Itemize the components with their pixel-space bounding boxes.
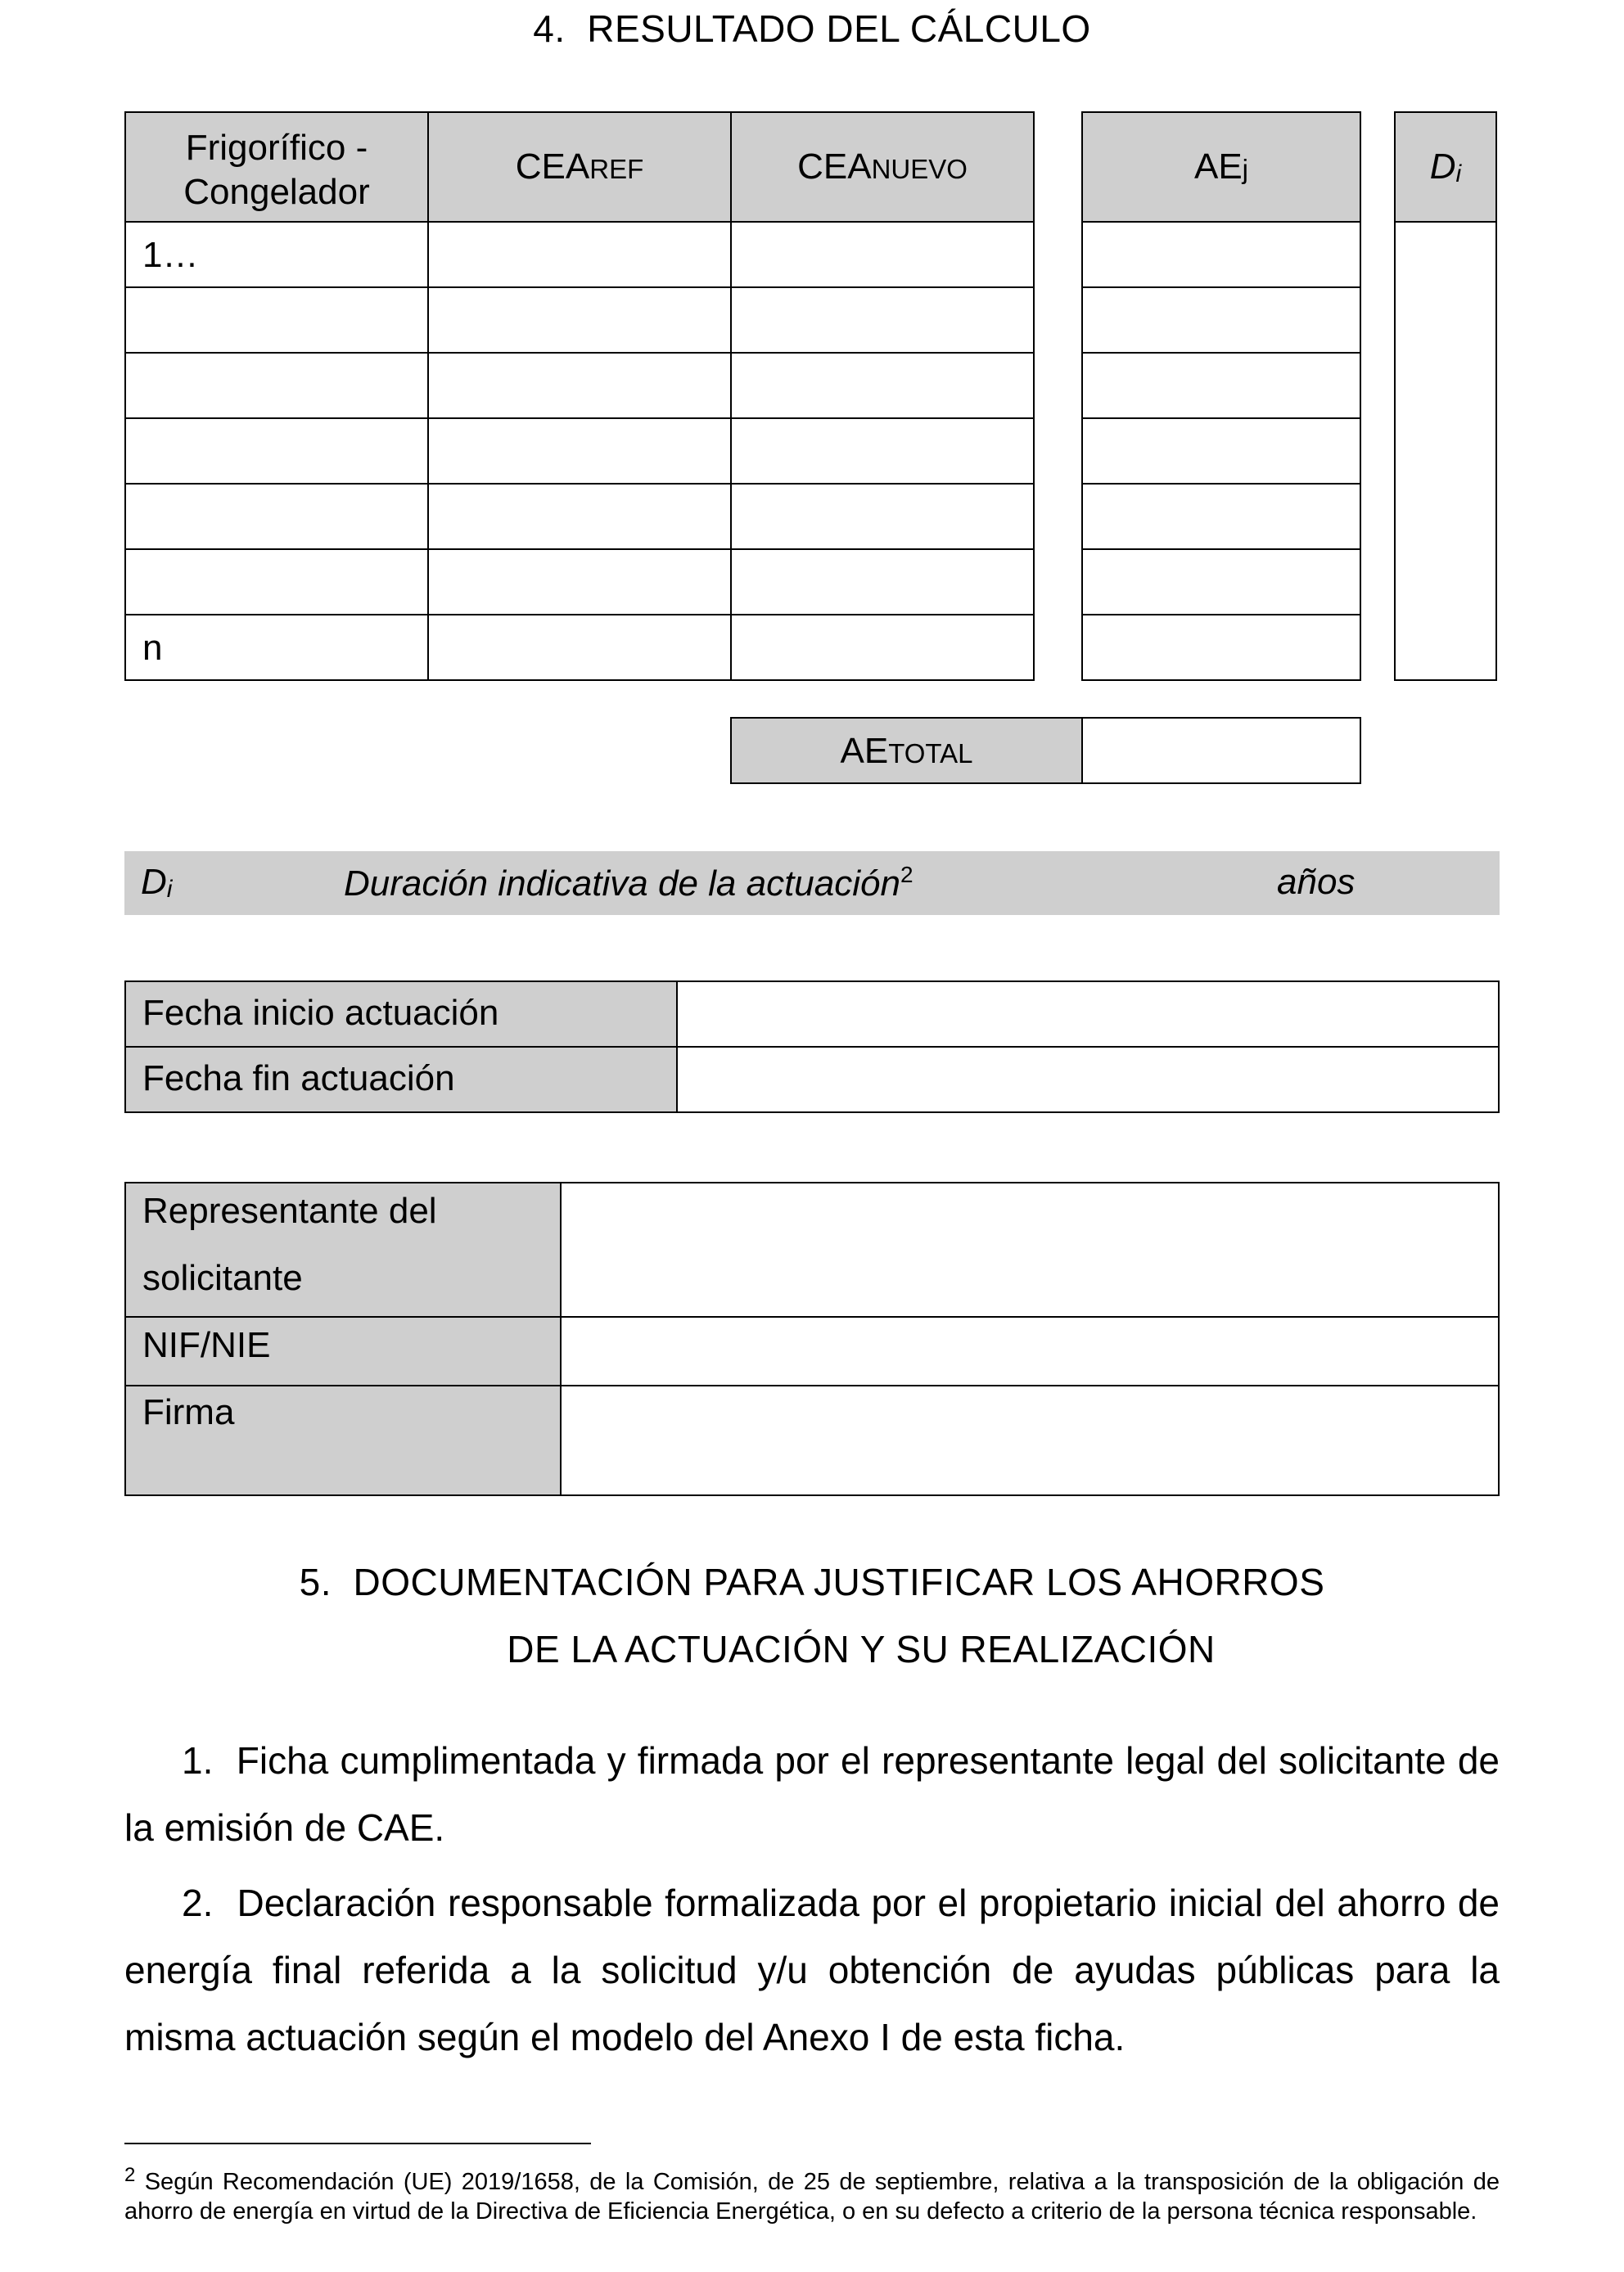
row-3-col-aej: [1081, 352, 1361, 419]
row-5-col-2: [427, 483, 732, 550]
row-1-col-2: [427, 221, 732, 288]
row-2-col-aej: [1081, 286, 1361, 354]
document-item-2-text: Declaración responsable formalizada por el propietario inicial del ahorro de energía final referida a la solicitud y/u obtención de ayudas públicas para la misma actuación según el modelo del Anexo I de esta ficha.: [124, 1882, 1500, 2058]
duration-bar: [124, 851, 1500, 915]
row-4-col-2: [427, 417, 732, 485]
row-2-col-2: [427, 286, 732, 354]
start-date-label: Fecha inicio actuación: [142, 993, 499, 1033]
header-cea-ref: [427, 111, 732, 223]
row-3-col-2: [427, 352, 732, 419]
row-1-col-1: [124, 221, 429, 288]
start-date-field[interactable]: [676, 980, 1500, 1048]
nif-label-cell: [124, 1316, 562, 1386]
duration-symbol: Di: [141, 862, 173, 903]
row-3-col-1: [124, 352, 429, 419]
end-date-label: Fecha fin actuación: [142, 1058, 455, 1098]
ae-total-value-cell: [1081, 717, 1361, 784]
nif-label: NIF/NIE: [142, 1325, 271, 1365]
row-6-col-1: [124, 548, 429, 615]
header-aej-label: AEj: [1193, 147, 1249, 187]
ae-total-label-cell: [730, 717, 1083, 784]
row-2-col-3: [730, 286, 1035, 354]
row-7-col-aej: [1081, 614, 1361, 681]
end-date-field[interactable]: [676, 1046, 1500, 1113]
end-date-label-cell: [124, 1046, 678, 1113]
row-5-col-3: [730, 483, 1035, 550]
row-4-col-aej: [1081, 417, 1361, 485]
representative-field[interactable]: [560, 1182, 1500, 1318]
document-item-2: [124, 1869, 1500, 2071]
section-4-title: RESULTADO DEL CÁLCULO: [587, 7, 1091, 50]
representative-label-cell: [124, 1182, 562, 1318]
header-di: [1394, 111, 1497, 223]
row-1-col-aej: [1081, 221, 1361, 288]
row-1-label: 1…: [142, 235, 199, 275]
document-item-1-number: 1.: [182, 1739, 214, 1782]
header-cea-ref-label: CEAREF: [515, 147, 644, 187]
header-frigorifico-label: Frigorífico - Congelador: [183, 128, 370, 212]
start-date-label-cell: [124, 980, 678, 1048]
row-7-col-1: [124, 614, 429, 681]
header-cea-nuevo-label: CEANUEVO: [797, 147, 968, 187]
section-5-heading-line2: DE LA ACTUACIÓN Y SU REALIZACIÓN: [507, 1628, 1216, 1670]
document-item-1: [124, 1727, 1500, 1861]
duration-description: Duración indicativa de la actuación$^2$: [344, 862, 914, 904]
representative-label-line2: solicitante: [142, 1258, 303, 1298]
duration-unit: años: [1277, 862, 1356, 902]
document-item-1-text: Ficha cumplimentada y firmada por el representante legal del solicitante de la emisión de CAE.: [124, 1739, 1500, 1849]
nif-field[interactable]: [560, 1316, 1500, 1386]
footnote-text: Según Recomendación (UE) 2019/1658, de la Comisión, de 25 de septiembre, relativa a la transposición de la obligación de ahorro de energía en virtud de la Directiva de Eficiencia Energética, o en su defecto a criterio de la persona técnica responsable.: [124, 2169, 1500, 2225]
row-7-col-2: [427, 614, 732, 681]
ae-total-label: AETOTAL: [840, 731, 973, 771]
row-6-col-aej: [1081, 548, 1361, 615]
row-7-col-3: [730, 614, 1035, 681]
row-5-col-1: [124, 483, 429, 550]
footnote-mark: 2: [124, 2164, 136, 2186]
firma-field[interactable]: [560, 1385, 1500, 1496]
row-6-col-3: [730, 548, 1035, 615]
row-4-col-1: [124, 417, 429, 485]
row-1-col-3: [730, 221, 1035, 288]
section-5-number: 5.: [299, 1561, 332, 1603]
row-7-label: n: [142, 628, 163, 668]
row-2-col-1: [124, 286, 429, 354]
section-4-number: 4.: [533, 7, 566, 50]
document-item-2-number: 2.: [182, 1882, 214, 1924]
header-di-label: Di: [1429, 147, 1462, 187]
section-4-heading: [0, 7, 1624, 51]
firma-label: Firma: [142, 1392, 235, 1432]
footnote: [124, 2161, 1500, 2226]
row-6-col-2: [427, 548, 732, 615]
row-5-col-aej: [1081, 483, 1361, 550]
section-5-heading-line1: [0, 1560, 1624, 1604]
header-frigorifico: [124, 111, 429, 223]
firma-label-cell: [124, 1385, 562, 1496]
header-cea-nuevo: [730, 111, 1035, 223]
section-5-title-line1: DOCUMENTACIÓN PARA JUSTIFICAR LOS AHORROS: [353, 1561, 1325, 1603]
footnote-divider: [124, 2143, 591, 2144]
row-3-col-3: [730, 352, 1035, 419]
di-column-body: [1394, 221, 1497, 681]
representative-label-line1: Representante del: [142, 1191, 437, 1231]
header-aej: [1081, 111, 1361, 223]
row-4-col-3: [730, 417, 1035, 485]
